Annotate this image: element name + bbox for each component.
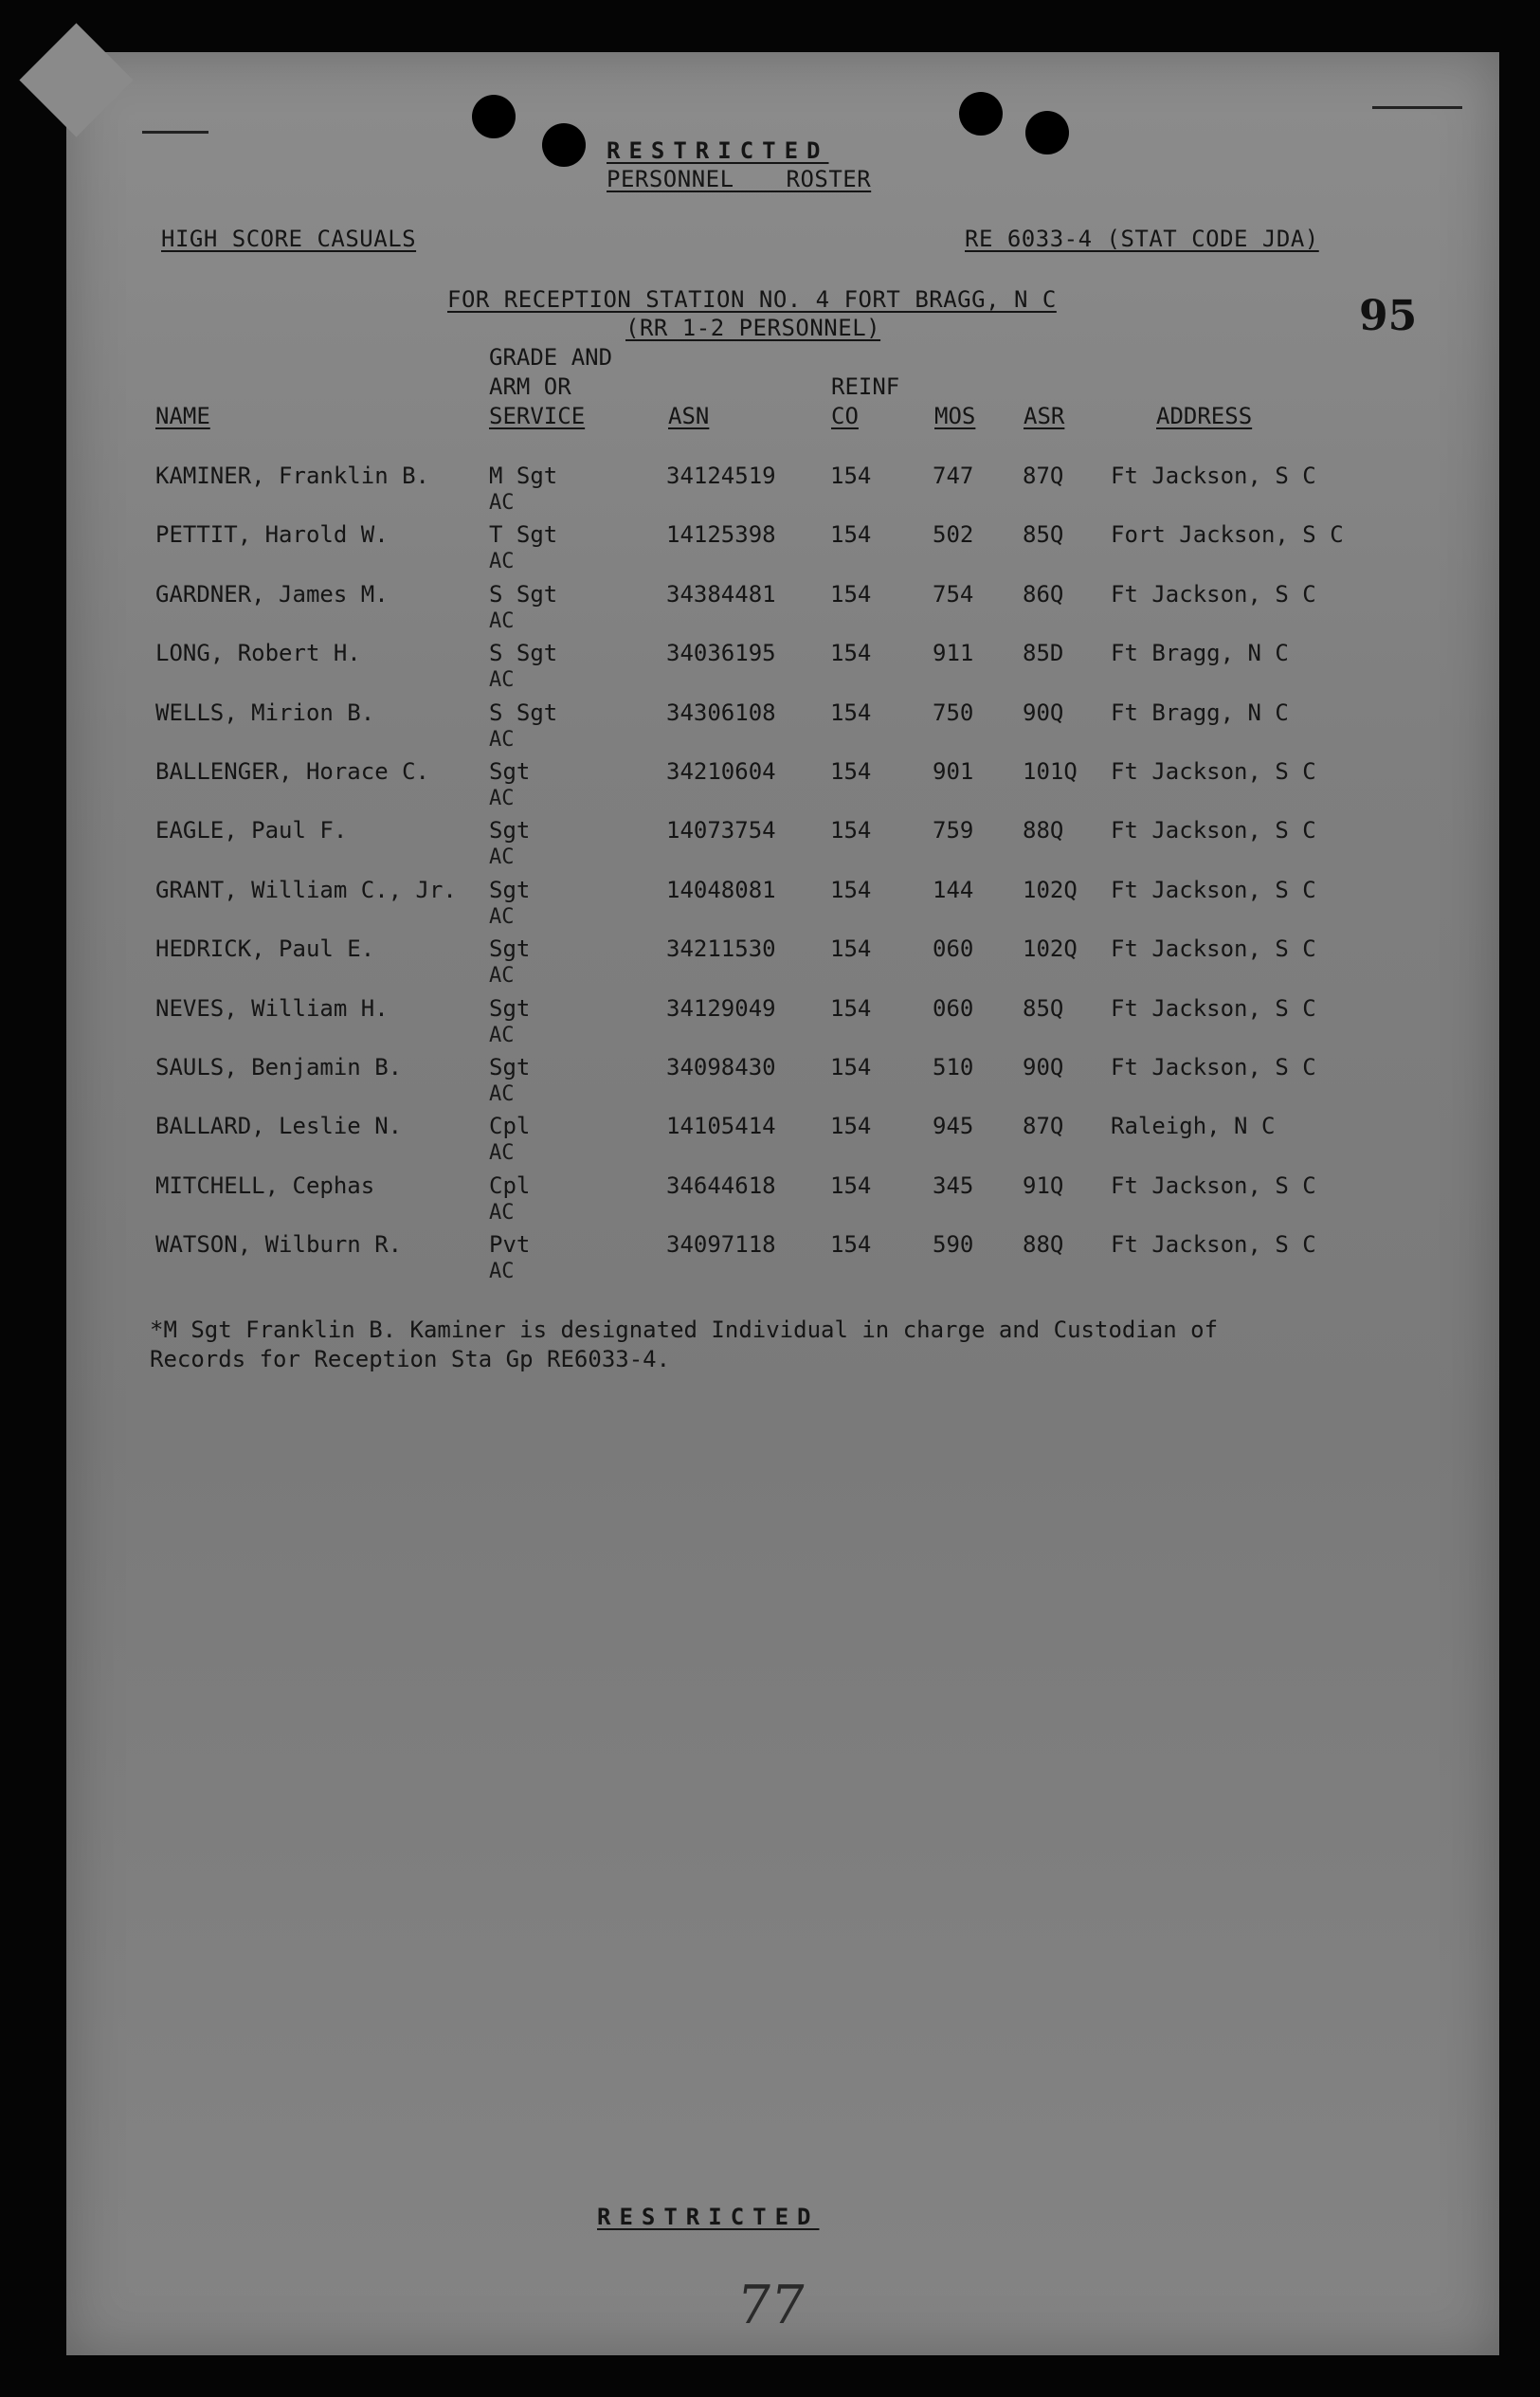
row-mos: 911 xyxy=(933,640,974,667)
row-name: PETTIT, Harold W. xyxy=(155,521,389,549)
row-arm: AC xyxy=(489,727,515,752)
table-row xyxy=(0,521,1540,580)
table-row xyxy=(0,1054,1540,1113)
row-arm: AC xyxy=(489,845,515,870)
row-co: 154 xyxy=(830,994,872,1022)
table-row xyxy=(0,1231,1540,1290)
row-mos: 510 xyxy=(933,1054,974,1080)
table-row xyxy=(0,877,1540,935)
row-grade: Sgt xyxy=(489,994,531,1022)
row-name: NEVES, William H. xyxy=(155,994,389,1022)
col-address: ADDRESS xyxy=(1156,403,1253,429)
row-mos: 945 xyxy=(933,1113,974,1140)
table-row xyxy=(0,995,1540,1054)
punch-hole xyxy=(1025,111,1069,154)
table-row xyxy=(0,817,1540,876)
row-mos: 747 xyxy=(933,463,974,489)
row-mos: 750 xyxy=(933,699,974,726)
row-arm: AC xyxy=(489,1023,515,1047)
restricted-footer: RESTRICTED xyxy=(597,2204,820,2230)
row-address: Ft Jackson, S C xyxy=(1111,580,1316,608)
row-address: Ft Jackson, S C xyxy=(1111,817,1316,844)
row-co: 154 xyxy=(830,463,872,489)
page-number: 95 xyxy=(1359,292,1418,340)
row-asn: 34210604 xyxy=(666,758,776,785)
row-name: LONG, Robert H. xyxy=(155,640,361,667)
punch-hole xyxy=(542,123,586,167)
row-arm: AC xyxy=(489,608,515,633)
row-arm: AC xyxy=(489,787,515,810)
row-name: GRANT, William C., Jr. xyxy=(155,876,457,903)
row-mos: 060 xyxy=(933,994,974,1022)
row-address: Ft Jackson, S C xyxy=(1111,994,1316,1022)
personnel-line: (RR 1-2 PERSONNEL) xyxy=(625,315,881,341)
row-asn: 34097118 xyxy=(666,1231,776,1259)
row-co: 154 xyxy=(830,1231,872,1259)
row-address: Ft Jackson, S C xyxy=(1111,876,1316,903)
row-grade: Sgt xyxy=(489,758,531,785)
row-asr: 85Q xyxy=(1023,521,1064,549)
row-address: Ft Jackson, S C xyxy=(1111,463,1316,489)
row-asr: 85D xyxy=(1023,640,1064,667)
row-asn: 14073754 xyxy=(666,817,776,844)
row-mos: 144 xyxy=(933,876,974,903)
row-name: KAMINER, Franklin B. xyxy=(155,463,429,489)
row-arm: AC xyxy=(489,964,515,989)
row-co: 154 xyxy=(830,699,872,726)
col-asn: ASN xyxy=(668,403,710,429)
row-arm: AC xyxy=(489,668,515,693)
punch-hole xyxy=(472,95,516,138)
row-asn: 34211530 xyxy=(666,935,776,963)
row-arm: AC xyxy=(489,550,515,574)
row-asr: 87Q xyxy=(1023,463,1064,489)
row-arm: AC xyxy=(489,1260,515,1284)
row-asn: 34384481 xyxy=(666,580,776,608)
table-row xyxy=(0,699,1540,758)
table-row xyxy=(0,463,1540,521)
row-grade: S Sgt xyxy=(489,580,558,608)
row-address: Raleigh, N C xyxy=(1111,1113,1276,1140)
col-name: NAME xyxy=(155,403,210,429)
row-mos: 590 xyxy=(933,1231,974,1259)
row-co: 154 xyxy=(830,640,872,667)
handwritten-number: 77 xyxy=(733,2275,809,2336)
row-asr: 85Q xyxy=(1023,994,1064,1022)
row-address: Fort Jackson, S C xyxy=(1111,521,1344,549)
row-arm: AC xyxy=(489,904,515,929)
row-grade: Cpl xyxy=(489,1113,531,1140)
row-name: EAGLE, Paul F. xyxy=(155,817,348,844)
row-grade: Sgt xyxy=(489,817,531,844)
row-grade: M Sgt xyxy=(489,463,558,489)
station-line: FOR RECEPTION STATION NO. 4 FORT BRAGG, N C xyxy=(447,286,1057,313)
col-asr: ASR xyxy=(1024,403,1065,429)
casual-label: HIGH SCORE CASUALS xyxy=(161,226,417,252)
table-row xyxy=(0,758,1540,817)
restricted-header: RESTRICTED xyxy=(607,137,829,164)
row-arm: AC xyxy=(489,1200,515,1225)
row-co: 154 xyxy=(830,817,872,844)
row-asr: 90Q xyxy=(1023,1054,1064,1080)
row-grade: Sgt xyxy=(489,1054,531,1080)
row-asr: 102Q xyxy=(1023,876,1078,903)
row-grade: Pvt xyxy=(489,1231,531,1259)
row-name: WELLS, Mirion B. xyxy=(155,699,375,726)
row-mos: 901 xyxy=(933,758,974,785)
row-co: 154 xyxy=(830,1054,872,1080)
row-name: HEDRICK, Paul E. xyxy=(155,935,375,963)
row-asr: 86Q xyxy=(1023,580,1064,608)
row-asn: 14125398 xyxy=(666,521,776,549)
row-co: 154 xyxy=(830,580,872,608)
row-arm: AC xyxy=(489,1141,515,1166)
row-asn: 14105414 xyxy=(666,1113,776,1140)
row-asn: 34306108 xyxy=(666,699,776,726)
row-grade: Cpl xyxy=(489,1171,531,1199)
table-row xyxy=(0,1172,1540,1231)
row-mos: 345 xyxy=(933,1171,974,1199)
row-asr: 102Q xyxy=(1023,935,1078,963)
table-row xyxy=(0,640,1540,699)
row-asn: 34098430 xyxy=(666,1054,776,1080)
row-address: Ft Jackson, S C xyxy=(1111,1171,1316,1199)
row-name: BALLENGER, Horace C. xyxy=(155,758,429,785)
row-co: 154 xyxy=(830,521,872,549)
margin-mark xyxy=(142,131,208,134)
row-co: 154 xyxy=(830,1113,872,1140)
row-asr: 91Q xyxy=(1023,1171,1064,1199)
row-arm: AC xyxy=(489,1082,515,1106)
row-grade: Sgt xyxy=(489,876,531,903)
row-name: BALLARD, Leslie N. xyxy=(155,1113,403,1140)
roster-subtitle: PERSONNEL ROSTER xyxy=(607,166,872,192)
row-asn: 34036195 xyxy=(666,640,776,667)
table-row xyxy=(0,1113,1540,1171)
row-address: Ft Jackson, S C xyxy=(1111,935,1316,963)
row-arm: AC xyxy=(489,491,515,515)
margin-mark xyxy=(1372,106,1462,109)
row-name: MITCHELL, Cephas xyxy=(155,1171,375,1199)
row-asr: 87Q xyxy=(1023,1113,1064,1140)
row-mos: 759 xyxy=(933,817,974,844)
row-address: Ft Bragg, N C xyxy=(1111,699,1289,726)
col-mos: MOS xyxy=(934,403,976,429)
footnote: *M Sgt Franklin B. Kaminer is designated Individual in charge and Custodian of Records for Reception Sta Gp RE6033-4. xyxy=(150,1317,1219,1372)
row-name: GARDNER, James M. xyxy=(155,580,389,608)
row-asr: 90Q xyxy=(1023,699,1064,726)
row-asr: 88Q xyxy=(1023,1231,1064,1259)
row-asr: 88Q xyxy=(1023,817,1064,844)
row-mos: 754 xyxy=(933,580,974,608)
table-row xyxy=(0,935,1540,994)
stat-code-label: RE 6033-4 (STAT CODE JDA) xyxy=(965,226,1319,252)
punch-hole xyxy=(959,92,1003,136)
row-mos: 502 xyxy=(933,521,974,549)
row-grade: T Sgt xyxy=(489,521,558,549)
row-mos: 060 xyxy=(933,935,974,963)
row-address: Ft Jackson, S C xyxy=(1111,1231,1316,1259)
row-asr: 101Q xyxy=(1023,758,1078,785)
row-grade: Sgt xyxy=(489,935,531,963)
col-grade: GRADE AND ARM OR SERVICE xyxy=(489,344,613,429)
col-reinf: REINF CO xyxy=(831,373,900,429)
row-co: 154 xyxy=(830,876,872,903)
row-grade: S Sgt xyxy=(489,699,558,726)
row-co: 154 xyxy=(830,758,872,785)
row-co: 154 xyxy=(830,935,872,963)
table-row xyxy=(0,581,1540,640)
row-address: Ft Bragg, N C xyxy=(1111,640,1289,667)
row-grade: S Sgt xyxy=(489,640,558,667)
row-asn: 34644618 xyxy=(666,1171,776,1199)
row-co: 154 xyxy=(830,1171,872,1199)
row-asn: 14048081 xyxy=(666,876,776,903)
row-name: WATSON, Wilburn R. xyxy=(155,1231,403,1259)
row-name: SAULS, Benjamin B. xyxy=(155,1054,403,1080)
row-asn: 34129049 xyxy=(666,994,776,1022)
row-address: Ft Jackson, S C xyxy=(1111,758,1316,785)
row-address: Ft Jackson, S C xyxy=(1111,1054,1316,1080)
row-asn: 34124519 xyxy=(666,463,776,489)
